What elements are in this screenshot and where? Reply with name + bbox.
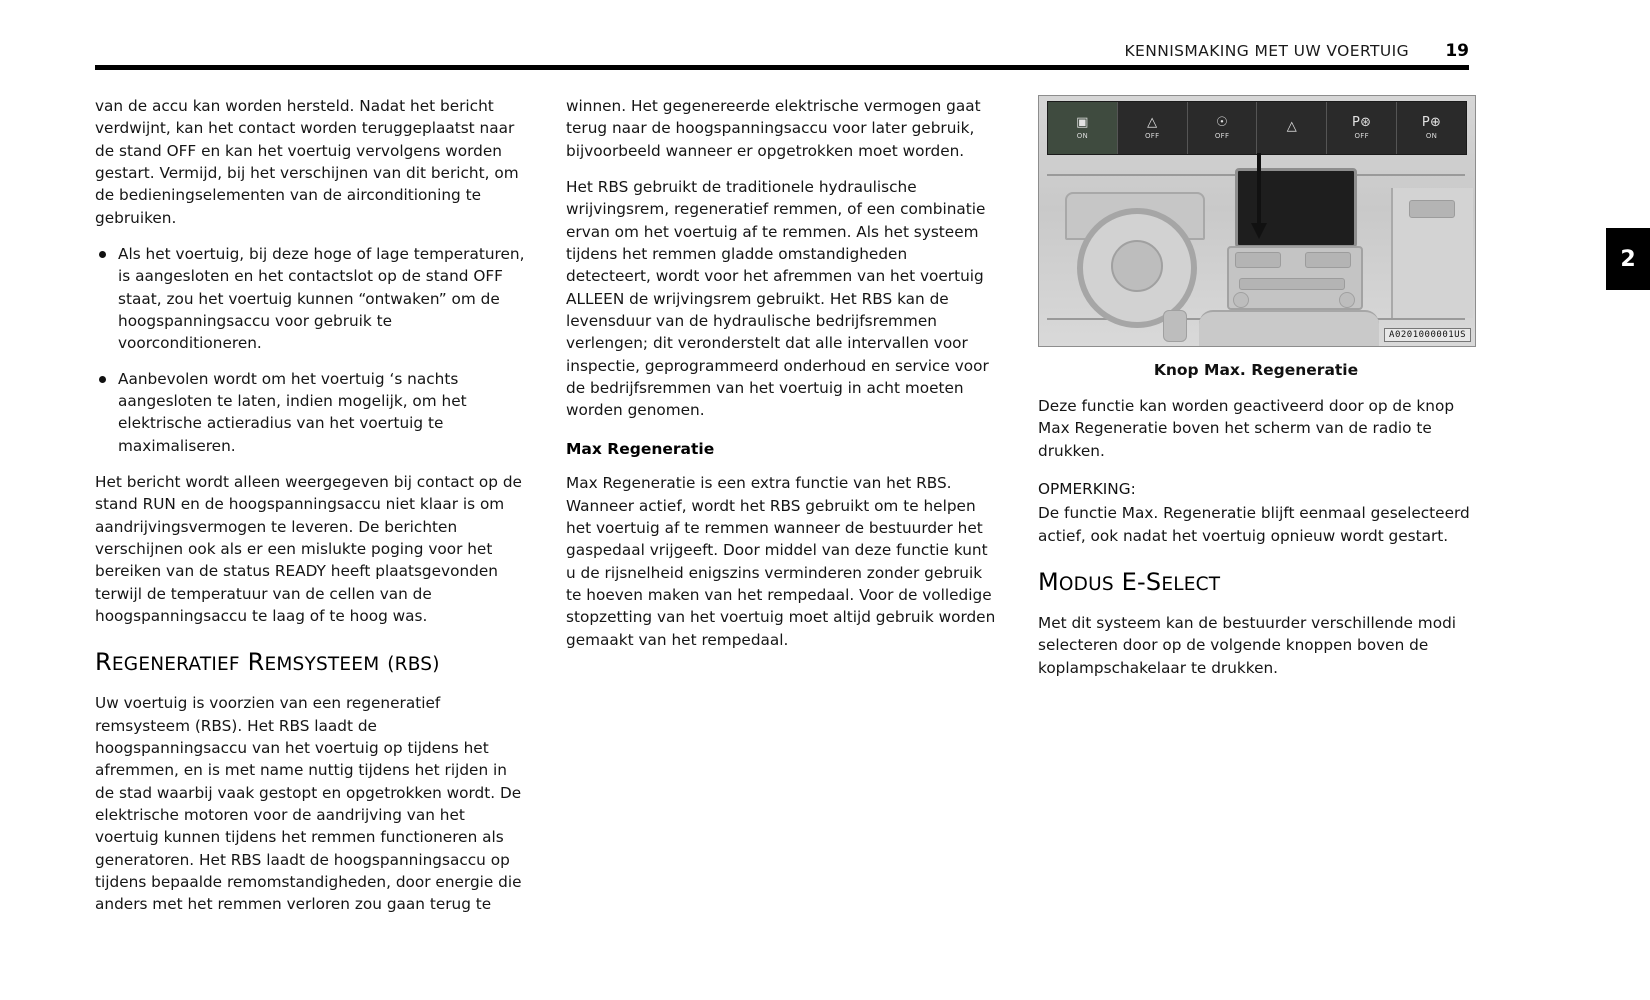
callout-arrow-head [1251, 223, 1267, 239]
park-sensor-on-icon: P⊕ [1421, 115, 1442, 130]
chapter-tab: 2 [1606, 228, 1650, 290]
paragraph: Max Regeneratie is een extra functie van het RBS. Wanneer actief, wordt het RBS gebruikt om te helpen het voertuig af te remmen wanneer de bestuurder het gaspedaal vrijgeeft. Door middel van deze functie kunt u de rijsnelheid enigszins verminderen zonder gebruik te hoeven maken van het rempedaal. Voor de volledige stopzetting van het voertuig moet altijd gebruik worden gemaakt van het rempedaal. [566, 474, 996, 649]
column-2 [566, 95, 996, 665]
gear-selector [1163, 310, 1187, 342]
climate-knob-left [1233, 292, 1249, 308]
control-button-label: OFF [1354, 132, 1369, 140]
section-heading-text: REGENERATIEF REMSYSTEEM [95, 648, 380, 677]
header-title: KENNISMAKING MET UW VOERTUIG [1124, 42, 1409, 60]
warning-triangle-icon: △ [1286, 119, 1298, 134]
paragraph: van de accu kan worden hersteld. Nadat het bericht verdwijnt, kan het contact worden teruggeplaatst naar de stand OFF en kan het voertuig vervolgens worden gestart. Vermijd, bij het verschijnen van dit bericht, om de bedieningselementen van de airconditioning te gebruiken. [95, 97, 519, 227]
park-assist-on-icon: ▣ [1076, 115, 1089, 130]
passenger-vent [1409, 200, 1455, 218]
dashboard-illustration [1038, 95, 1476, 347]
paragraph: Met dit systeem kan de bestuurder verschillende modi selecteren door op de volgende knoppen boven de koplampschakelaar te drukken. [1038, 614, 1457, 677]
climate-knob-right [1339, 292, 1355, 308]
control-button-hazard[interactable] [1257, 102, 1327, 154]
control-button-traction-control[interactable] [1188, 102, 1258, 154]
bullet-list [95, 243, 530, 457]
control-button-label: ON [1076, 132, 1089, 140]
page-number: 19 [1445, 41, 1469, 61]
subsection-heading-max-regeneratie: Max Regeneratie [566, 439, 715, 458]
control-button-label: ON [1425, 132, 1438, 140]
section-heading-text: MODUS [1038, 567, 1114, 596]
park-sensor-off-icon: P⊛ [1352, 115, 1372, 130]
image-code-label: A0201000001US [1384, 328, 1471, 342]
section-heading-rbs [95, 645, 530, 680]
figure-caption: Knop Max. Regeneratie [1153, 361, 1359, 379]
paragraph: Uw voertuig is voorzien van een regeneratief remsysteem (RBS). Het RBS laadt de hoogspanningsaccu van het voertuig op tijdens het afremmen, en is met name nuttig tijdens het rijden in de stad waarbij vaak gestopt en opgetrokken wordt. De elektrische motoren voor de aandrijving van het voertuig kunnen tijdens het remmen functioneren als generatoren. Het RBS laadt de hoogspanningsaccu op tijdens bepaalde remomstandigheden, door energie die anders met het remmen verloren zou gaan terug te [95, 694, 522, 914]
paragraph: Het RBS gebruikt de traditionele hydraulische wrijvingsrem, regeneratief remmen, of een combinatie ervan om het voertuig af te remmen. Als het systeem tijdens het remmen gladde omstandigheden detecteert, wordt voor het afremmen van het voertuig ALLEEN de wrijvingsrem gebruikt. Het RBS kan de levensduur van de hydraulische bedrijfsremmen verlengen; dit veronderstelt dat alle intervallen voor inspectie, geprogrammeerd onderhoud en service voor de bedrijfsremmen van het voertuig in acht moeten worden genomen. [566, 177, 989, 420]
list-item: Aanbevolen wordt om het voertuig ‘s nachts aangesloten te laten, indien mogelijk, om het elektrische actieradius van het voertuig te maximaliseren. [95, 368, 530, 457]
traction-control-icon: ☉ [1216, 115, 1229, 130]
column-3 [1038, 395, 1474, 693]
paragraph: Deze functie kan worden geactiveerd door op de knop Max Regeneratie boven het scherm van de radio te drukken. [1038, 397, 1455, 460]
paragraph: winnen. Het gegenereerde elektrische vermogen gaat terug naar de hoogspanningsaccu voor later gebruik, bijvoorbeeld wanneer er opgetrokken moet worden. [566, 97, 981, 160]
callout-arrow-stem [1257, 153, 1261, 231]
header-rule [95, 65, 1469, 70]
lane-assist-icon: △ [1147, 115, 1158, 130]
center-vent-right [1305, 252, 1351, 268]
paragraph: Het bericht wordt alleen weergegeven bij contact op de stand RUN en de hoogspanningsaccu niet klaar is om aandrijvingsvermogen te leveren. De berichten verschijnen ook als er een mislukte poging voor het bereiken van de status READY heeft plaatsgevonden terwijl de temperatuur van de cellen van de hoogspanningsaccu te laag of te hoog was. [95, 472, 522, 625]
section-heading-e-select [1038, 565, 1474, 600]
steering-wheel-hub [1111, 240, 1163, 292]
control-button-park-sensor-on[interactable] [1397, 102, 1466, 154]
section-heading-text-2: E-SELECT [1121, 567, 1221, 596]
control-button-lane-assist[interactable] [1118, 102, 1188, 154]
list-item: Als het voertuig, bij deze hoge of lage temperaturen, is aangesloten en het contactslot op de stand OFF staat, zou het voertuig kunnen “ontwaken” om de hoogspanningsaccu voor gebruik te voorconditioneren. [95, 243, 530, 355]
control-button-label: OFF [1145, 132, 1160, 140]
page-header [95, 42, 1469, 72]
figure-max-regeneration-button [1038, 95, 1474, 379]
center-console [1199, 310, 1379, 346]
climate-control-row [1239, 278, 1345, 290]
note-label: OPMERKING: [1038, 479, 1136, 498]
center-vent-left [1235, 252, 1281, 268]
control-button-park-assist-on[interactable] [1048, 102, 1118, 154]
control-button-park-sensor-off[interactable] [1327, 102, 1397, 154]
note-text: De functie Max. Regeneratie blijft eenmaal geselecteerd actief, ook nadat het voertuig opnieuw wordt gestart. [1038, 504, 1470, 545]
control-button-label: OFF [1214, 132, 1230, 140]
section-heading-suffix: (RBS) [387, 654, 440, 676]
column-1 [95, 95, 530, 930]
control-button-strip[interactable] [1047, 101, 1467, 155]
